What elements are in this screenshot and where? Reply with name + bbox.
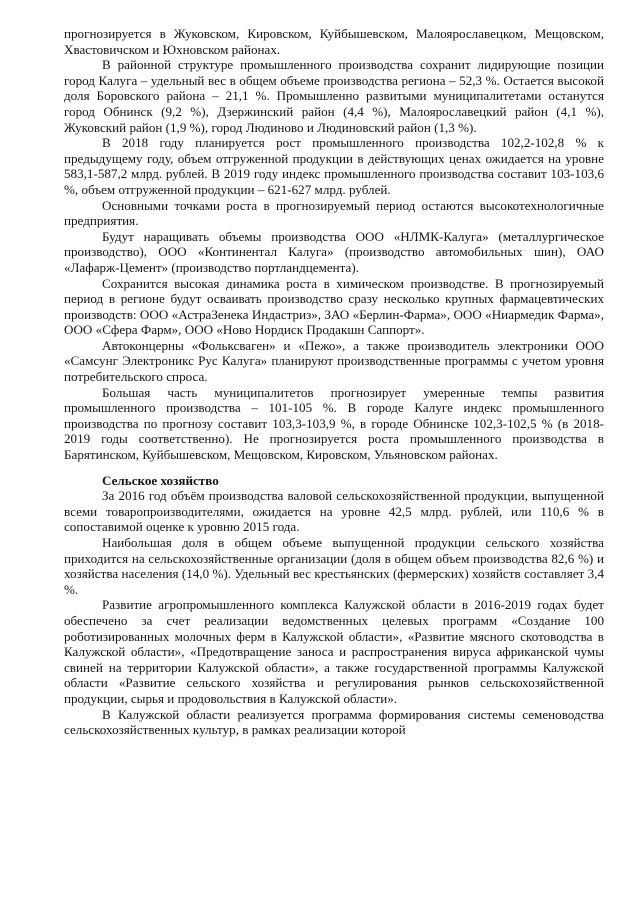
section-paragraph-4: В Калужской области реализуется программа формирования системы семеноводства сельскохозяйственных культур, в рамках реализации которой <box>64 706 604 738</box>
section-paragraph-2: Наибольшая доля в общем объеме выпущенной продукции сельского хозяйства приходится на сельскохозяйственные организации (доля в общем объем производства 82,6 %) и хозяйства населения (14,0 %). Удельный вес крестьянских (фермерских) хозяйств составляет 3,4 %. <box>64 535 604 597</box>
paragraph-7: Автоконцерны «Фольксваген» и «Пежо», а также производитель электроники ООО «Самсунг Электроникс Рус Калуга» планируют производственные программы с учетом уровня потребительского спроса. <box>64 337 604 385</box>
document-page <box>64 26 604 738</box>
paragraph-3: В 2018 году планируется рост промышленного производства 102,2-102,8 % к предыдущему году, объем отгруженной продукции в действующих ценах ожидается на уровне 583,1-587,2 млрд. рублей. В 2019 году индекс промышленного производства составит 103-103,6 %, объем отгруженной продукции – 621-627 млрд. рублей. <box>64 135 604 197</box>
section-paragraph-1: За 2016 год объём производства валовой сельскохозяйственной продукции, выпущенной всеми товаропроизводителями, ожидается на уровне 42,5 млрд. рублей, или 110,6 % в сопоставимой оценке к уровню 2015 года. <box>64 488 604 535</box>
paragraph-4: Основными точками роста в прогнозируемый период остаются высокотехнологичные предприятия. <box>64 197 604 229</box>
paragraph-5: Будут наращивать объемы производства ООО «НЛМК-Калуга» (металлургическое производство), ООО «Континентал Калуга» (производство автомобильных шин), ОАО «Лафарж-Цемент» (производство портландцемента). <box>64 228 604 275</box>
paragraph-1: прогнозируется в Жуковском, Кировском, Куйбышевском, Малоярославецком, Мещовском, Хвастовичском и Юхновском районах. <box>64 26 604 57</box>
paragraph-6: Сохранится высокая динамика роста в химическом производстве. В прогнозируемый период в регионе будут осваивать производство сразу несколько крупных фармацевтических производств: ООО «АстраЗенека Индастриз», ЗАО «Берлин-Фарма», ООО «Ниармедик Фарма», ООО «Сфера Фарм», ООО «Ново Нордиск Продакшн Саппорт». <box>64 275 604 338</box>
paragraph-8: Большая часть муниципалитетов прогнозирует умеренные темпы развития промышленного производства – 101-105 %. В городе Калуге индекс промышленного производства по прогнозу составит 103,3-103,9 %, в городе Обнинске 102,3-102,5 % (в 2018-2019 годы соответственно). Не прогнозируется роста промышленного производства в Барятинском, Куйбышевском, Мещовском, Кировском, Ульяновском районах. <box>64 384 604 463</box>
paragraph-2: В районной структуре промышленного производства сохранит лидирующие позиции город Калуга – удельный вес в общем объеме производства региона – 52,3 %. Остается высокой доля Боровского района – 21,1 %. Промышленно развитыми муниципалитетами останутся город Обнинск (9,2 %), Дзержинский район (4,4 %), Малоярославецкий район (4,1 %), Жуковский район (1,9 %), город Людиново и Людиновский район (1,3 %). <box>64 57 604 135</box>
section-heading: Сельское хозяйство <box>102 472 219 488</box>
section-paragraph-3: Развитие агропромышленного комплекса Калужской области в 2016-2019 годах будет обеспечено за счет реализации ведомственных целевых программ «Создание 100 роботизированных молочных ферм в Калужской области», «Развитие мясного скотоводства в Калужской области», «Предотвращение заноса и распространения вируса африканской чумы свиней на территории Калужской области», а также государственной программы Калужской области «Развитие сельского хозяйства и регулирования рынков сельскохозяйственной продукции, сырья и продовольствия в Калужской области». <box>64 597 604 706</box>
